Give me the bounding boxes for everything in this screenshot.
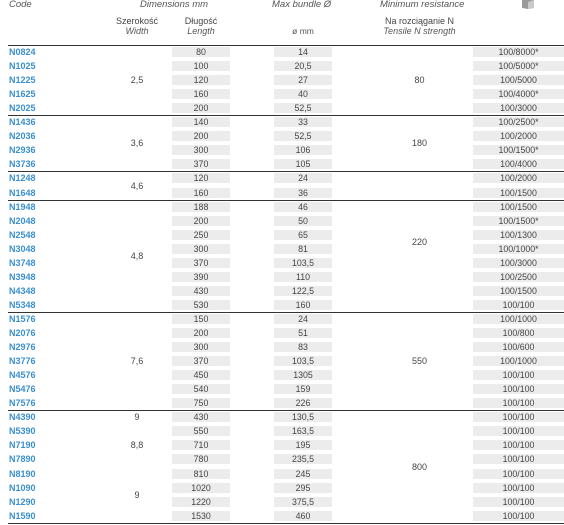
- group-divider: [8, 171, 564, 172]
- product-code: N1576: [9, 314, 36, 324]
- product-code: N2936: [9, 145, 36, 155]
- table-row: [0, 159, 564, 170]
- product-code: N5390: [9, 426, 36, 436]
- length-value: 200: [172, 131, 230, 141]
- bundle-value: 245: [274, 469, 332, 479]
- bundle-value: 159: [274, 384, 332, 394]
- pack-value: 100/100: [473, 426, 564, 436]
- pack-value: 100/1500: [473, 286, 564, 296]
- length-value: 200: [172, 328, 230, 338]
- table-row: [0, 497, 564, 508]
- pack-value: 100/1500: [473, 202, 564, 212]
- width-group-value: 4,8: [130, 251, 144, 261]
- header-sub: [0, 14, 564, 44]
- tensile-group-value: 800: [411, 462, 428, 472]
- table-row: [0, 440, 564, 451]
- table-row: [0, 300, 564, 311]
- table-row: [0, 398, 564, 409]
- width-group-value: 9: [134, 412, 140, 422]
- bundle-value: 226: [274, 398, 332, 408]
- table-row: [0, 202, 564, 213]
- product-code: N4390: [9, 412, 36, 422]
- length-value: 250: [172, 230, 230, 240]
- length-value: 370: [172, 159, 230, 169]
- width-group-value: 9: [134, 490, 140, 500]
- bundle-value: 14: [274, 47, 332, 57]
- table-row: [0, 61, 564, 72]
- tensile-header-en: Tensile N strength: [383, 26, 456, 36]
- pack-value: 100/4000: [473, 159, 564, 169]
- table-row: [0, 75, 564, 86]
- table-row: [0, 244, 564, 255]
- length-value: 150: [172, 314, 230, 324]
- pack-value: 100/1500: [473, 188, 564, 198]
- pack-value: 100/100: [473, 511, 564, 521]
- pack-value: 100/2500*: [473, 117, 564, 127]
- pack-value: 100/1000: [473, 314, 564, 324]
- product-code: N1025: [9, 61, 36, 71]
- pack-value: 100/100: [473, 412, 564, 422]
- product-code: N3748: [9, 258, 36, 268]
- pack-value: 100/1500*: [473, 216, 564, 226]
- table-row: [0, 272, 564, 283]
- pack-value: 100/3000: [473, 258, 564, 268]
- length-value: 160: [172, 89, 230, 99]
- table-row: [0, 483, 564, 494]
- product-code: N2076: [9, 328, 36, 338]
- product-code: N4348: [9, 286, 36, 296]
- tensile-group-value: 550: [411, 356, 428, 366]
- bundle-value: 46: [274, 202, 332, 212]
- width-group-value: 7,6: [130, 356, 144, 366]
- product-code: N4576: [9, 370, 36, 380]
- pack-value: 100/100: [473, 398, 564, 408]
- bundle-value: 50: [274, 216, 332, 226]
- length-value: 200: [172, 103, 230, 113]
- length-value: 540: [172, 384, 230, 394]
- table-row: [0, 469, 564, 480]
- table-row: [0, 145, 564, 156]
- product-code: N2548: [9, 230, 36, 240]
- length-value: 80: [172, 47, 230, 57]
- bundle-value: 106: [274, 145, 332, 155]
- table-row: [0, 216, 564, 227]
- pack-value: 100/600: [473, 342, 564, 352]
- length-value: 300: [172, 145, 230, 155]
- bundle-value: 460: [274, 511, 332, 521]
- bundle-value: 81: [274, 244, 332, 254]
- length-value: 300: [172, 244, 230, 254]
- table-row: [0, 328, 564, 339]
- width-group-value: 4,6: [130, 181, 144, 191]
- bundle-value: 163,5: [274, 426, 332, 436]
- length-value: 120: [172, 75, 230, 85]
- tensile-group-value: 180: [411, 138, 428, 148]
- pack-value: 100/100: [473, 440, 564, 450]
- product-code: N3048: [9, 244, 36, 254]
- bundle-value: 52,5: [274, 131, 332, 141]
- table-row: [0, 103, 564, 114]
- bundle-value: 36: [274, 188, 332, 198]
- product-code: N5348: [9, 300, 36, 310]
- product-code: N1590: [9, 511, 36, 521]
- product-code: N1090: [9, 483, 36, 493]
- table-row: [0, 356, 564, 367]
- width-group-value: 2,5: [130, 75, 144, 85]
- code-header: Code: [9, 0, 32, 10]
- product-code: N0824: [9, 47, 36, 57]
- product-code: N1648: [9, 188, 36, 198]
- bundle-value: 130,5: [274, 412, 332, 422]
- table-row: [0, 188, 564, 199]
- length-value: 160: [172, 188, 230, 198]
- pack-value: 100/1000*: [473, 244, 564, 254]
- product-code: N1625: [9, 89, 36, 99]
- table-row: [0, 47, 564, 58]
- pack-value: 100/5000: [473, 75, 564, 85]
- tensile-group-value: 80: [414, 75, 425, 85]
- length-value: 780: [172, 454, 230, 464]
- bundle-value: 33: [274, 117, 332, 127]
- table-row: [0, 384, 564, 395]
- bundle-value: 235,5: [274, 454, 332, 464]
- bundle-value: 1305: [274, 370, 332, 380]
- bundle-value: 103,5: [274, 258, 332, 268]
- product-code: N1290: [9, 497, 36, 507]
- pack-value: 100/3000: [473, 103, 564, 113]
- table-row: [0, 342, 564, 353]
- length-value: 810: [172, 469, 230, 479]
- product-code: N2976: [9, 342, 36, 352]
- length-value: 1020: [172, 483, 230, 493]
- pack-value: 100/100: [473, 454, 564, 464]
- product-code: N7890: [9, 454, 36, 464]
- length-value: 550: [172, 426, 230, 436]
- pack-value: 100/1300: [473, 230, 564, 240]
- product-code: N3948: [9, 272, 36, 282]
- pack-value: 100/2000: [473, 131, 564, 141]
- length-value: 300: [172, 342, 230, 352]
- bundle-value: 375,5: [274, 497, 332, 507]
- length-value: 200: [172, 216, 230, 226]
- product-code: N2048: [9, 216, 36, 226]
- length-value: 370: [172, 356, 230, 366]
- length-value: 370: [172, 258, 230, 268]
- width-header-pl: Szerokość: [115, 16, 159, 26]
- group-divider: [8, 200, 564, 201]
- length-header-en: Length: [187, 26, 215, 36]
- table-row: [0, 426, 564, 437]
- width-header: [102, 16, 172, 36]
- product-code: N7190: [9, 440, 36, 450]
- bundle-value: 160: [274, 300, 332, 310]
- table-row: [0, 511, 564, 522]
- pack-value: 100/1500*: [473, 145, 564, 155]
- width-group-value: 8,8: [130, 440, 144, 450]
- product-code: N1248: [9, 173, 36, 183]
- header-top: [0, 0, 564, 14]
- bundle-value: 20,5: [274, 61, 332, 71]
- length-value: 1530: [172, 511, 230, 521]
- package-box-icon: [520, 0, 536, 9]
- bundle-header: Max bundle Ø: [272, 0, 332, 10]
- table-row: [0, 286, 564, 297]
- length-value: 140: [172, 117, 230, 127]
- bundle-unit-header: ø mm: [292, 26, 314, 36]
- length-value: 120: [172, 173, 230, 183]
- bundle-value: 24: [274, 314, 332, 324]
- length-value: 430: [172, 412, 230, 422]
- product-code: N7576: [9, 398, 36, 408]
- length-value: 100: [172, 61, 230, 71]
- length-value: 430: [172, 286, 230, 296]
- product-code: N3776: [9, 356, 36, 366]
- length-header-pl: Długość: [184, 16, 218, 26]
- bundle-value: 195: [274, 440, 332, 450]
- group-divider: [8, 410, 564, 411]
- product-code: N3736: [9, 159, 36, 169]
- product-code: N1225: [9, 75, 36, 85]
- bundle-value: 24: [274, 173, 332, 183]
- table-row: [0, 117, 564, 128]
- bundle-value: 105: [274, 159, 332, 169]
- product-code: N8190: [9, 469, 36, 479]
- length-value: 450: [172, 370, 230, 380]
- width-header-en: Width: [125, 26, 149, 36]
- length-header: [172, 16, 230, 36]
- table-row: [0, 173, 564, 184]
- table-row: [0, 89, 564, 100]
- tensile-header-pl: Na rozciąganie N: [384, 16, 455, 26]
- pack-value: 100/2500: [473, 272, 564, 282]
- product-code: N2025: [9, 103, 36, 113]
- table-row: [0, 370, 564, 381]
- pack-value: 100/5000*: [473, 61, 564, 71]
- length-value: 710: [172, 440, 230, 450]
- pack-value: 100/2000: [473, 173, 564, 183]
- bundle-value: 110: [274, 272, 332, 282]
- table-row: [0, 258, 564, 269]
- tensile-header: [366, 16, 473, 36]
- bundle-value: 52,5: [274, 103, 332, 113]
- length-value: 750: [172, 398, 230, 408]
- table-row: [0, 454, 564, 465]
- bundle-value: 51: [274, 328, 332, 338]
- length-value: 1220: [172, 497, 230, 507]
- bundle-value: 103,5: [274, 356, 332, 366]
- product-code: N2036: [9, 131, 36, 141]
- group-divider: [8, 523, 564, 524]
- pack-value: 100/100: [473, 483, 564, 493]
- group-divider: [8, 115, 564, 116]
- product-code: N1948: [9, 202, 36, 212]
- product-code: N1436: [9, 117, 36, 127]
- group-divider: [8, 312, 564, 313]
- pack-value: 100/100: [473, 300, 564, 310]
- table-row: [0, 314, 564, 325]
- pack-value: 100/4000*: [473, 89, 564, 99]
- length-value: 530: [172, 300, 230, 310]
- group-divider: [8, 45, 564, 46]
- table-row: [0, 131, 564, 142]
- product-code: N5476: [9, 384, 36, 394]
- bundle-value: 122,5: [274, 286, 332, 296]
- pack-value: 100/100: [473, 497, 564, 507]
- bundle-value: 65: [274, 230, 332, 240]
- length-value: 188: [172, 202, 230, 212]
- table-row: [0, 412, 564, 423]
- dimensions-header: Dimensions mm: [140, 0, 209, 10]
- table-row: [0, 230, 564, 241]
- width-group-value: 3,6: [130, 138, 144, 148]
- pack-value: 100/800: [473, 328, 564, 338]
- pack-value: 100/8000*: [473, 47, 564, 57]
- bundle-value: 27: [274, 75, 332, 85]
- bundle-value: 295: [274, 483, 332, 493]
- pack-value: 100/100: [473, 469, 564, 479]
- pack-value: 100/1000: [473, 356, 564, 366]
- pack-value: 100/100: [473, 370, 564, 380]
- length-value: 390: [172, 272, 230, 282]
- bundle-value: 40: [274, 89, 332, 99]
- bundle-value: 83: [274, 342, 332, 352]
- pack-value: 100/100: [473, 384, 564, 394]
- tensile-group-value: 220: [411, 237, 428, 247]
- resistance-header: Minimum resistance: [380, 0, 465, 10]
